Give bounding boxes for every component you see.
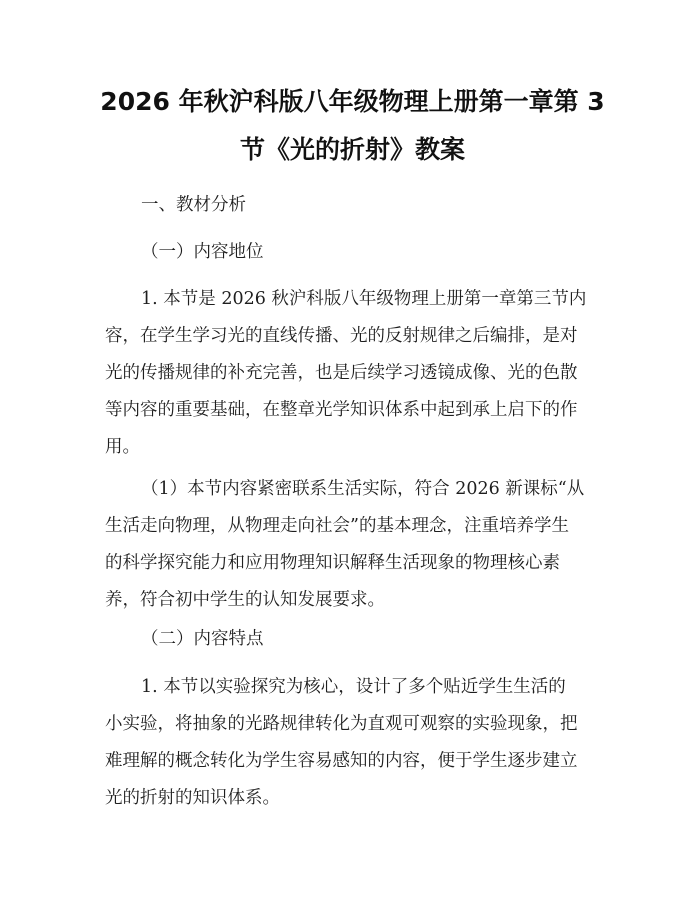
paragraph-content-position [105, 281, 605, 466]
title-line-1: 2026 年秋沪科版八年级物理上册第一章第 3 [100, 87, 605, 116]
paragraph-line: 用。 [105, 437, 140, 457]
paragraph-line: 的科学探究能力和应用物理知识解释生活现象的物理核心素 [105, 553, 560, 573]
paragraph-curriculum-alignment [105, 471, 605, 619]
paragraph-content-features [105, 669, 605, 817]
section-heading-textbook-analysis: 一、教材分析 [141, 195, 246, 215]
paragraph-line: 难理解的概念转化为学生容易感知的内容，便于学生逐步建立 [105, 751, 578, 771]
paragraph-line: 光的折射的知识体系。 [105, 788, 280, 808]
paragraph-line: 小实验，将抽象的光路规律转化为直观可观察的实验现象，把 [105, 714, 578, 734]
paragraph-line: 等内容的重要基础，在整章光学知识体系中起到承上启下的作 [105, 400, 578, 420]
document-title [95, 78, 610, 174]
subsection-heading-content-features: （二）内容特点 [141, 629, 264, 649]
paragraph-line: 生活走向物理，从物理走向社会”的基本理念，注重培养学生 [105, 516, 569, 536]
paragraph-line: 1. 本节以实验探究为核心，设计了多个贴近学生生活的 [141, 677, 566, 697]
title-line-2: 节《光的折射》教案 [239, 135, 465, 164]
subsection-heading-content-position: （一）内容地位 [141, 242, 264, 262]
paragraph-line: 养，符合初中学生的认知发展要求。 [105, 590, 385, 610]
paragraph-line: 1. 本节是 2026 秋沪科版八年级物理上册第一章第三节内 [141, 289, 587, 309]
paragraph-line: （1）本节内容紧密联系生活实际，符合 2026 新课标“从 [141, 479, 585, 499]
paragraph-line: 光的传播规律的补充完善，也是后续学习透镜成像、光的色散 [105, 363, 578, 383]
paragraph-line: 容，在学生学习光的直线传播、光的反射规律之后编排，是对 [105, 326, 578, 346]
